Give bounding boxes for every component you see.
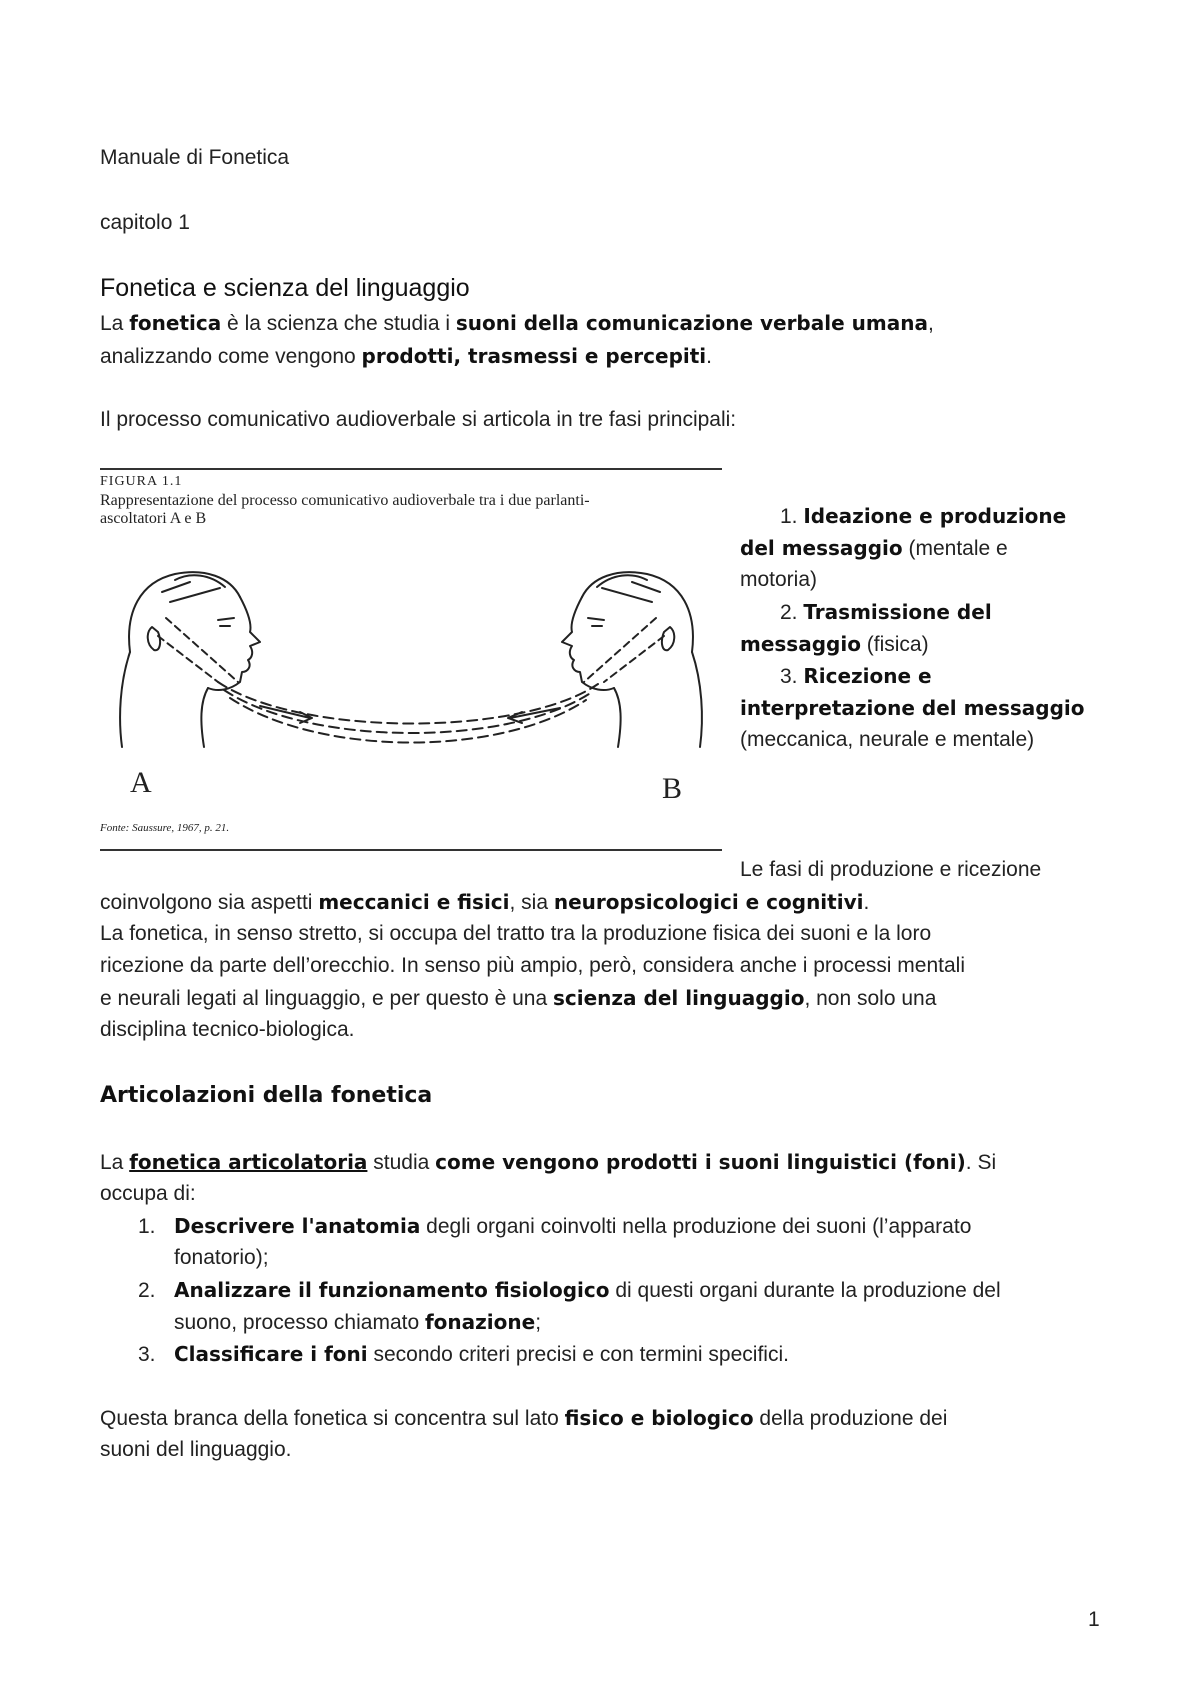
artic-line-2: occupa di: [100,1182,196,1205]
intro-line-3: Il processo comunicativo audioverbale si articola in tre fasi principali: [100,408,737,431]
figure-label: FIGURA 1.1 [100,474,183,489]
artic-item-2: 2. Analizzare il funzionamento fisiologico di questi organi durante la produzione del [138,1278,1001,1302]
intro-line-2: analizzando come vengono prodotti, trasmessi e percepiti. [100,344,713,368]
closing-line-1: Questa branca della fonetica si concentra sul lato fisico e biologico della produzione dei [100,1406,948,1430]
page-number: 1 [1088,1608,1100,1631]
head-a-drawing [120,572,260,747]
artic-item-1: 1. Descrivere l'anatomia degli organi coinvolti nella produzione dei suoni (l’apparato [138,1214,972,1238]
after-fig-line-3: La fonetica, in senso stretto, si occupa del tratto tra la produzione fisica dei suoni e la loro [100,922,932,945]
figure-source: Fonte: Saussure, 1967, p. 21. [100,822,230,834]
closing-line-2: suoni del linguaggio. [100,1438,292,1461]
sound-path-3 [230,698,586,743]
speaker-b-label: B [662,772,683,805]
after-fig-line-6: disciplina tecnico-biologica. [100,1018,355,1041]
after-fig-line-4: ricezione da parte dell’orecchio. In senso più ampio, però, considera anche i processi mentali [100,954,965,977]
document-title: Manuale di Fonetica [100,146,290,169]
artic-item-3: 3. Classificare i foni secondo criteri precisi e con termini specifici. [138,1342,789,1366]
chapter-label: capitolo 1 [100,211,190,234]
head-b-drawing [562,572,702,747]
speaker-a-label: A [130,766,152,799]
artic-item-2-cont: suono, processo chiamato fonazione; [174,1310,542,1334]
figure-caption-line-1: Rappresentazione del processo comunicativo audioverbale tra i due parlanti- [100,492,590,509]
figure-top-rule [100,468,722,470]
figure-communication-process [100,466,722,852]
after-fig-line-5: e neurali legati al linguaggio, e per questo è una scienza del linguaggio, non solo una [100,986,937,1010]
sound-path-1 [218,682,598,724]
intro-line-1: La fonetica è la scienza che studia i suoni della comunicazione verbale umana, [100,311,934,335]
after-fig-line-1: Le fasi di produzione e ricezione [740,858,1042,881]
section-heading: Fonetica e scienza del linguaggio [100,274,470,302]
section-heading-2: Articolazioni della fonetica [100,1083,433,1108]
artic-line-1: La fonetica articolatoria studia come vengono prodotti i suoni linguistici (foni). Si [100,1150,997,1174]
after-fig-line-2: coinvolgono sia aspetti meccanici e fisici, sia neuropsicologici e cognitivi. [100,890,870,914]
artic-item-1-cont: fonatorio); [174,1246,269,1269]
figure-caption-line-2: ascoltatori A e B [100,510,207,527]
speakers-illustration [100,532,722,762]
figure-bottom-rule [100,849,722,851]
